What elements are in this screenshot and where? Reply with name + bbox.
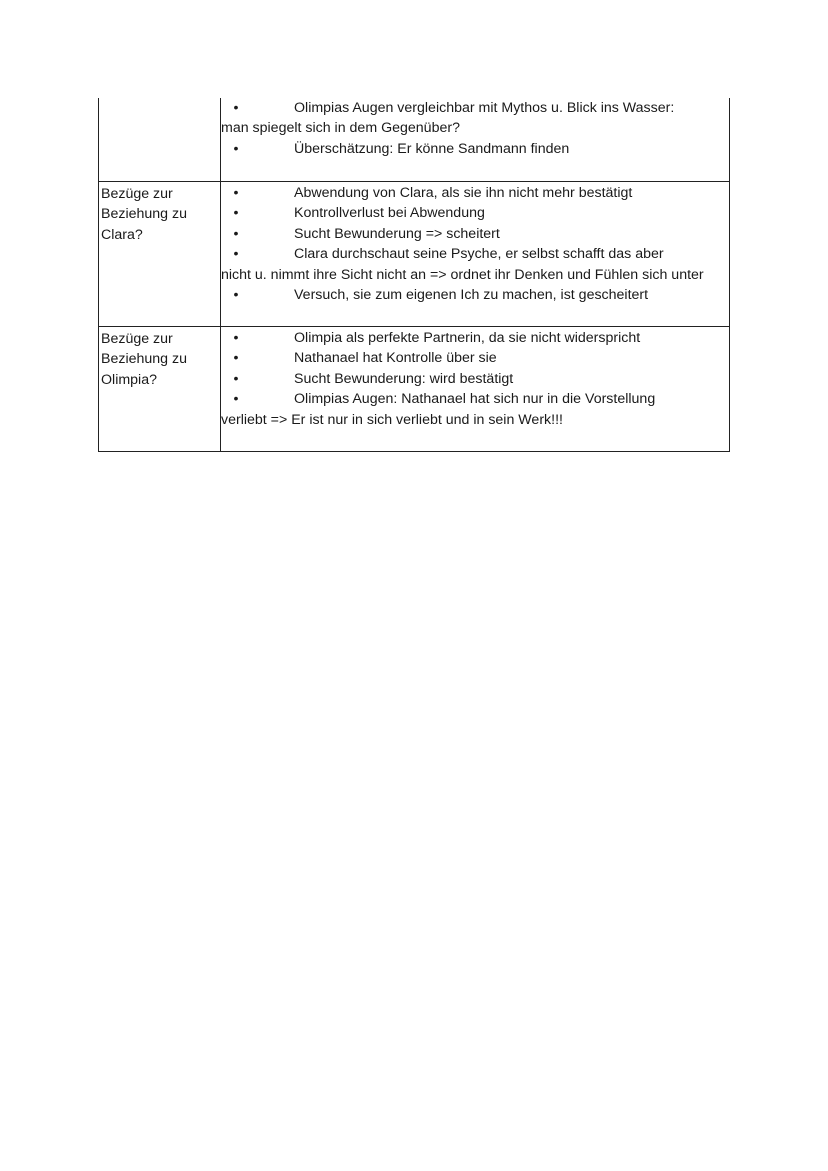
bullet-icon: • — [233, 330, 239, 346]
bullet-icon: • — [233, 100, 239, 116]
notes-table — [98, 98, 730, 452]
row-label: Bezüge zur Beziehung zu Olimpia? — [101, 331, 187, 388]
list-item — [233, 224, 723, 244]
list-item — [233, 203, 723, 223]
table-row — [99, 98, 730, 182]
bullet-icon: • — [233, 246, 239, 263]
bullet-icon: • — [233, 140, 239, 157]
row-label-cell — [99, 327, 221, 452]
list-item-text: Sucht Bewunderung => scheitert — [294, 225, 500, 242]
list-item-text: Clara durchschaut seine Psyche, er selbst schafft das aber — [294, 246, 664, 263]
list-item-continuation: man spiegelt sich in dem Gegenüber? — [221, 120, 460, 137]
row-label: Bezüge zur Beziehung zu Clara? — [101, 186, 187, 243]
list-item — [221, 389, 723, 430]
bullet-icon: • — [233, 350, 239, 367]
bullet-icon: • — [233, 370, 239, 387]
list-item — [233, 348, 723, 368]
list-item-text: Olimpias Augen vergleichbar mit Mythos u. Blick ins Wasser: — [294, 100, 675, 116]
row-label-cell — [99, 98, 221, 182]
list-item-text: Versuch, sie zum eigenen Ich zu machen, ist gescheitert — [294, 287, 649, 304]
bullet-icon: • — [233, 185, 239, 201]
list-item-text: Kontrollverlust bei Abwendung — [294, 205, 485, 222]
row-content-cell — [221, 98, 730, 182]
list-item — [233, 328, 723, 348]
list-item-text: Nathanael hat Kontrolle über sie — [294, 350, 497, 367]
bullet-icon: • — [233, 287, 239, 304]
list-item-text: Abwendung von Clara, als sie ihn nicht mehr bestätigt — [294, 185, 633, 201]
table-row — [99, 182, 730, 327]
list-item-continuation: nicht u. nimmt ihre Sicht nicht an => ordnet ihr Denken und Fühlen sich unter — [221, 266, 704, 283]
list-item — [233, 139, 723, 159]
list-item-text: Überschätzung: Er könne Sandmann finden — [294, 140, 570, 157]
row-content-cell — [221, 327, 730, 452]
list-item — [233, 285, 723, 305]
list-item — [221, 98, 723, 139]
bullet-icon: • — [233, 225, 239, 242]
table-row — [99, 327, 730, 452]
list-item — [233, 183, 723, 203]
row-content-cell — [221, 182, 730, 327]
row-label-cell — [99, 182, 221, 327]
bullet-icon: • — [233, 205, 239, 222]
list-item-text: Olimpias Augen: Nathanael hat sich nur in die Vorstellung — [294, 391, 656, 408]
list-item-text: Olimpia als perfekte Partnerin, da sie nicht widerspricht — [294, 330, 641, 346]
bullet-icon: • — [233, 391, 239, 408]
list-item — [221, 244, 723, 285]
list-item — [233, 369, 723, 389]
list-item-text: Sucht Bewunderung: wird bestätigt — [294, 370, 514, 387]
list-item-continuation: verliebt => Er ist nur in sich verliebt und in sein Werk!!! — [221, 411, 563, 428]
